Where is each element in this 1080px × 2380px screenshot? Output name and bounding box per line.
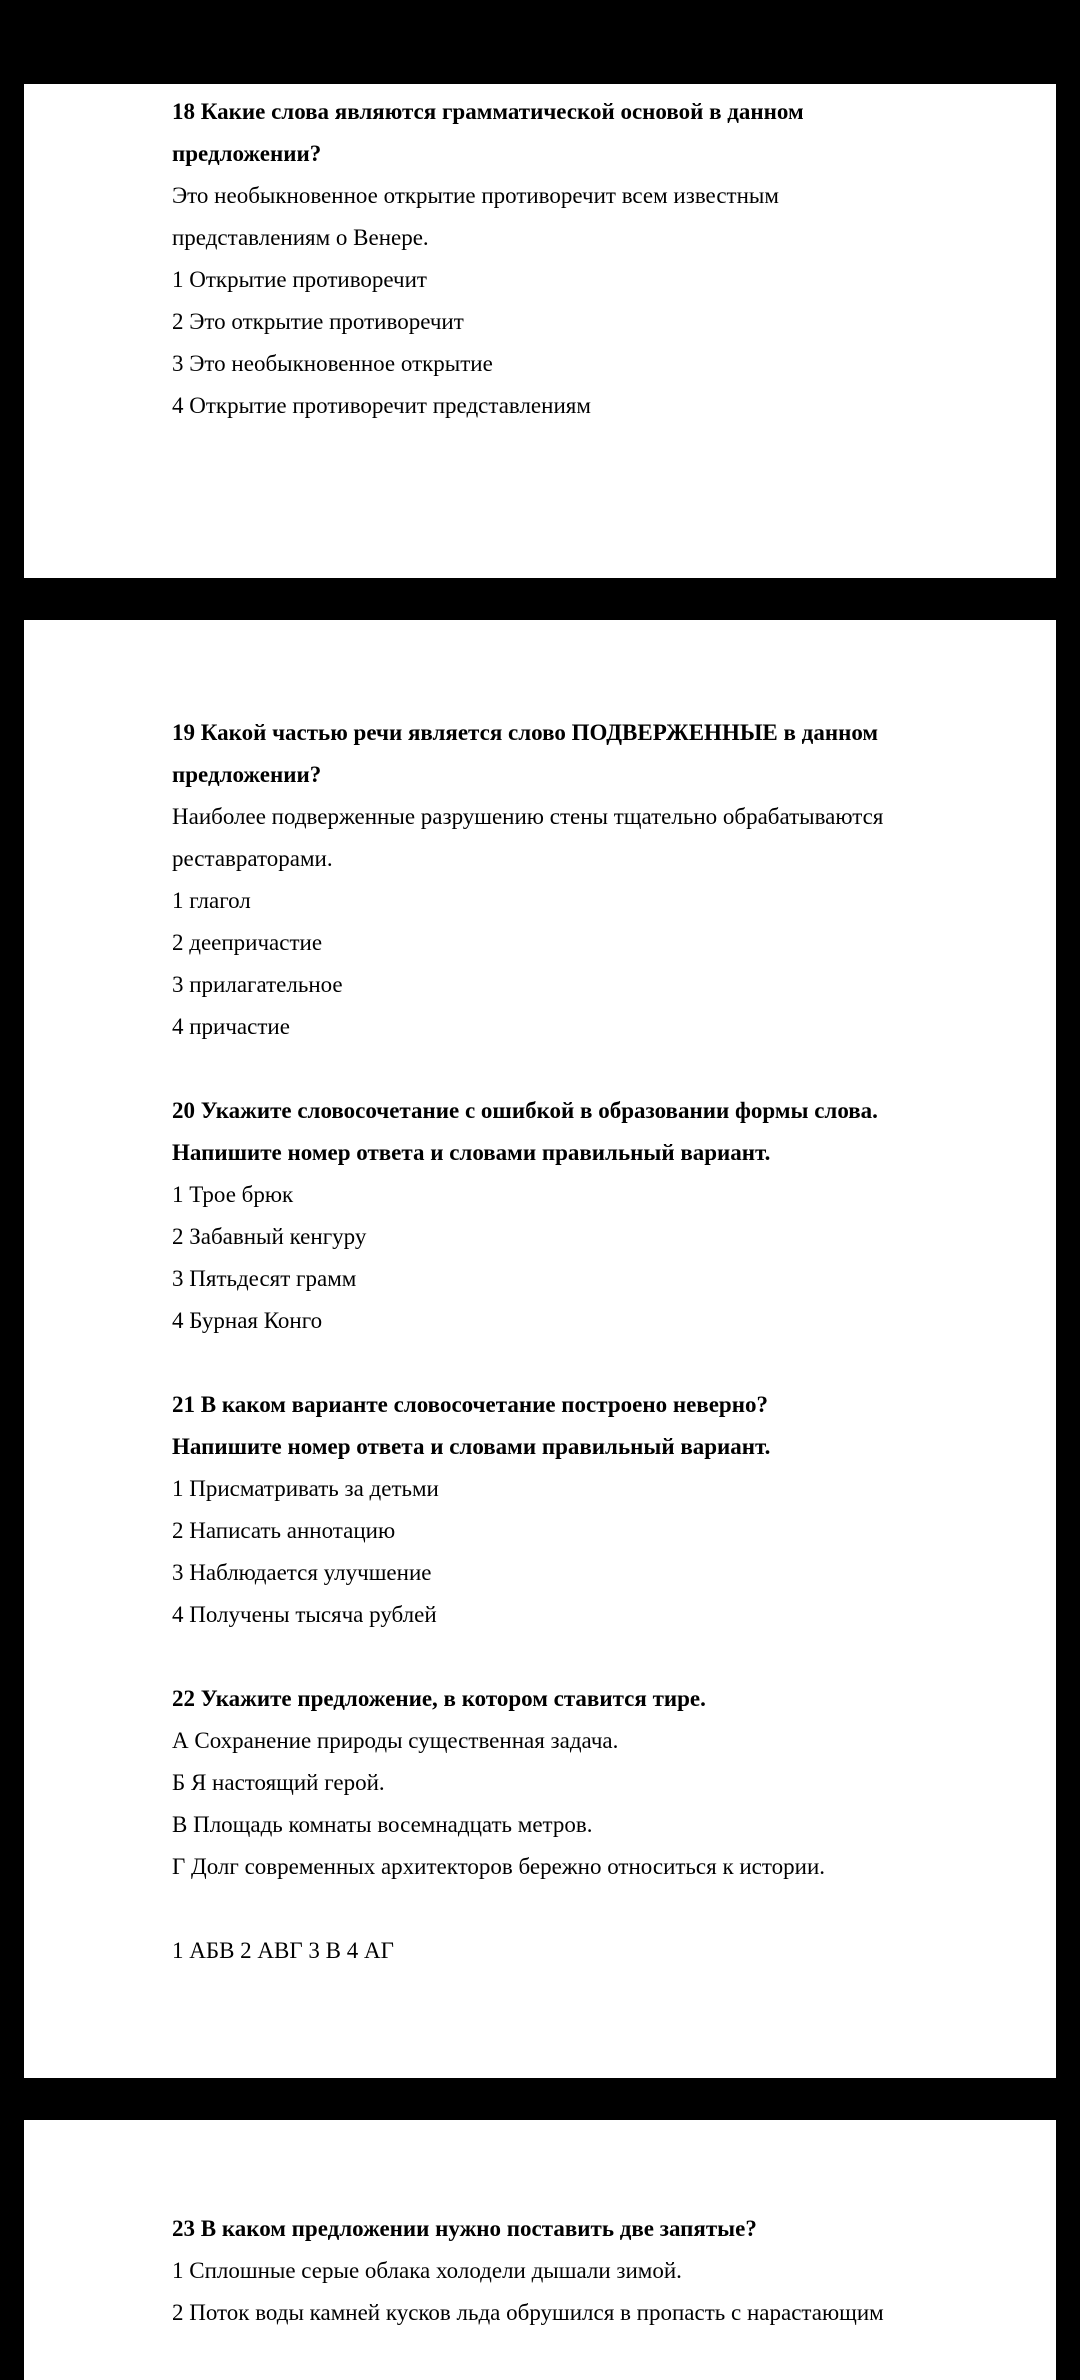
answer-line: 3 Это необыкновенное открытие [172, 351, 493, 376]
page-1-content [172, 91, 1026, 427]
answer-line: 1 АБВ 2 АВГ 3 В 4 АГ [172, 1938, 394, 1963]
answer-line: 1 Трое брюк [172, 1182, 294, 1207]
answer-line: 1 глагол [172, 888, 251, 913]
question-text-line: 18 Какие слова являются грамматической основой в данном [172, 99, 804, 124]
answer-line: Б Я настоящий герой. [172, 1770, 385, 1795]
answer-line: 4 Получены тысяча рублей [172, 1602, 437, 1627]
answer-line: Наиболее подверженные разрушению стены тщательно обрабатываются [172, 804, 884, 829]
answer-line: 1 Открытие противоречит [172, 267, 427, 292]
document-page-2 [24, 620, 1056, 2078]
answer-line: 2 Написать аннотацию [172, 1518, 396, 1543]
page-3-content [172, 2208, 1026, 2334]
answer-line: представлениям о Венере. [172, 225, 429, 250]
answer-line [172, 1888, 1026, 1930]
answer-line: 3 прилагательное [172, 972, 343, 997]
page-2-content [172, 712, 1026, 1972]
answer-line: 3 Пятьдесят грамм [172, 1266, 357, 1291]
question-text-line: 19 Какой частью речи является слово ПОДВЕРЖЕННЫЕ в данном [172, 720, 879, 745]
question-text-line: предложении? [172, 762, 322, 787]
question-spacer [172, 1342, 1026, 1384]
answer-line: 2 Забавный кенгуру [172, 1224, 367, 1249]
question-text-line: Напишите номер ответа и словами правильный вариант. [172, 1140, 771, 1165]
question-block [172, 1090, 1026, 1342]
question-text-line: предложении? [172, 141, 322, 166]
answer-line: 4 Бурная Конго [172, 1308, 323, 1333]
document-page-1 [24, 84, 1056, 578]
question-text-line: 21 В каком варианте словосочетание построено неверно? [172, 1392, 768, 1417]
document-page-3 [24, 2120, 1056, 2380]
answer-line: 1 Сплошные серые облака холодели дышали зимой. [172, 2258, 682, 2283]
answer-line: В Площадь комнаты восемнадцать метров. [172, 1812, 593, 1837]
answer-line: А Сохранение природы существенная задача. [172, 1728, 619, 1753]
question-block [172, 1678, 1026, 1972]
question-text-line: 22 Укажите предложение, в котором ставится тире. [172, 1686, 706, 1711]
answer-line: 4 причастие [172, 1014, 290, 1039]
answer-line: 2 Поток воды камней кусков льда обрушился в пропасть с нарастающим [172, 2300, 884, 2325]
answer-line: Это необыкновенное открытие противоречит всем известным [172, 183, 779, 208]
question-text-line: 23 В каком предложении нужно поставить две запятые? [172, 2216, 757, 2241]
question-block [172, 2208, 1026, 2334]
question-block [172, 712, 1026, 1048]
answer-line: 2 деепричастие [172, 930, 323, 955]
answer-line: 4 Открытие противоречит представлениям [172, 393, 591, 418]
question-block [172, 1384, 1026, 1636]
answer-line: 3 Наблюдается улучшение [172, 1560, 432, 1585]
question-text-line: 20 Укажите словосочетание с ошибкой в образовании формы слова. [172, 1098, 878, 1123]
answer-line: 2 Это открытие противоречит [172, 309, 464, 334]
answer-line: реставраторами. [172, 846, 333, 871]
question-block [172, 91, 1026, 427]
answer-line: Г Долг современных архитекторов бережно относиться к истории. [172, 1854, 826, 1879]
question-text-line: Напишите номер ответа и словами правильный вариант. [172, 1434, 771, 1459]
answer-line: 1 Присматривать за детьми [172, 1476, 439, 1501]
question-spacer [172, 1636, 1026, 1678]
question-spacer [172, 1048, 1026, 1090]
